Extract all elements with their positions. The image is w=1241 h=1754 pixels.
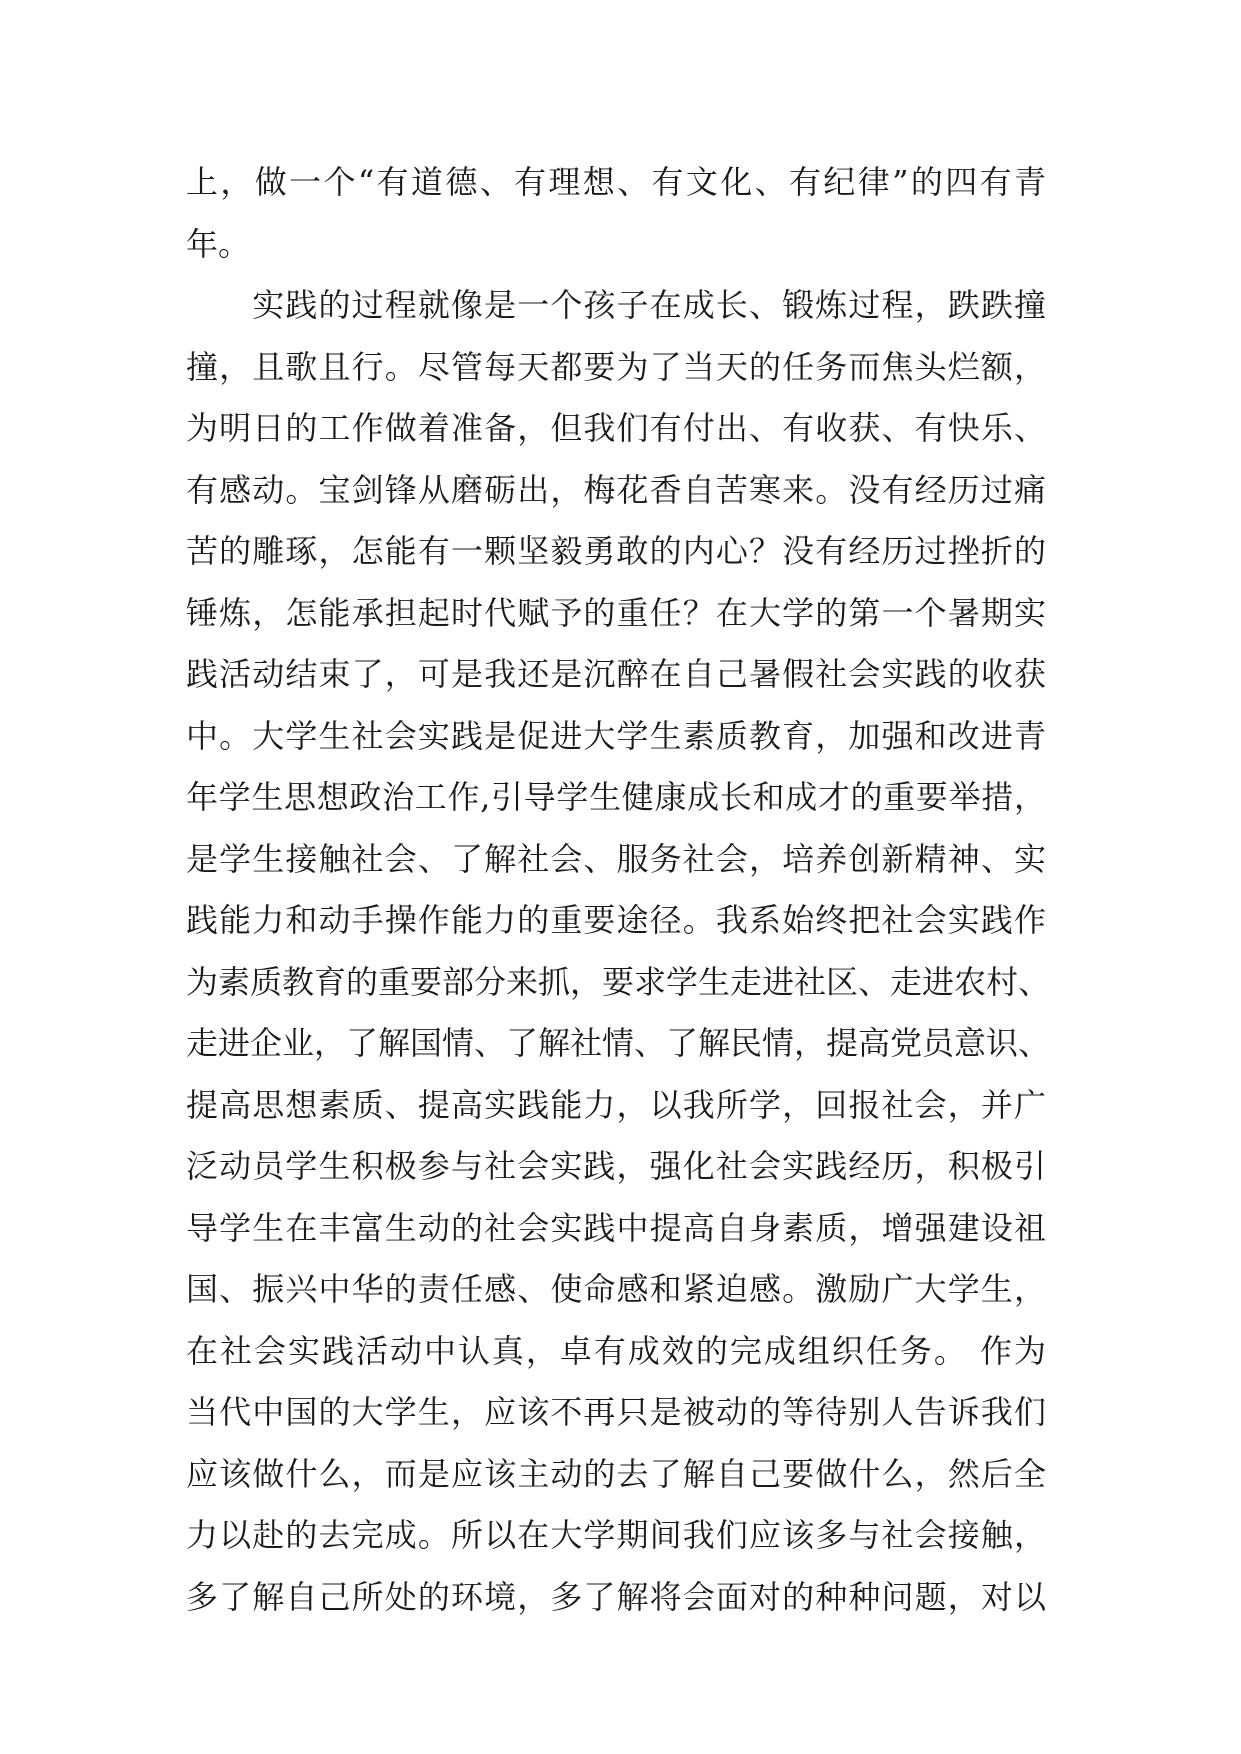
text-line: 走进企业，了解国情、了解社情、了解民情，提高党员意识、 <box>186 1024 1051 1062</box>
text-line: 年学生思想政治工作,引导学生健康成长和成才的重要举措， <box>186 778 1046 816</box>
text-line: 为明日的工作做着准备，但我们有付出、有收获、有快乐、 <box>186 409 1046 447</box>
text-line: 为素质教育的重要部分来抓，要求学生走进社区、走进农村、 <box>186 962 1051 1001</box>
text-line: 苦的雕琢，怎能有一颗坚毅勇敢的内心？没有经历过挫折的 <box>186 532 1046 570</box>
text-line: 泛动员学生积极参与社会实践，强化社会实践经历，积极引 <box>186 1147 1046 1185</box>
text-line: 国、振兴中华的责任感、使命感和紧迫感。激励广大学生， <box>186 1270 1046 1308</box>
text-line: 践能力和动手操作能力的重要途径。我系始终把社会实践作 <box>186 901 1046 939</box>
text-line: 有感动。宝剑锋从磨砺出，梅花香自苦寒来。没有经历过痛 <box>186 470 1046 509</box>
text-line: 当代中国的大学生，应该不再只是被动的等待别人告诉我们 <box>186 1393 1046 1431</box>
text-line: 锤炼，怎能承担起时代赋予的重任？在大学的第一个暑期实 <box>186 593 1046 632</box>
text-line: 在社会实践活动中认真，卓有成效的完成组织任务。 作为 <box>186 1331 1046 1370</box>
text-line: 是学生接触社会、了解社会、服务社会，培养创新精神、实 <box>186 839 1046 878</box>
text-line: 上，做一个“有道德、有理想、有文化、有纪律”的四有青 <box>186 163 1046 201</box>
text-line: 中。大学生社会实践是促进大学生素质教育，加强和改进青 <box>186 716 1046 755</box>
text-line: 年。 <box>186 224 251 263</box>
text-line: 多了解自己所处的环境，多了解将会面对的种种问题，对以 <box>186 1577 1046 1616</box>
text-line: 践活动结束了，可是我还是沉醉在自己暑假社会实践的收获 <box>186 655 1046 693</box>
text-line: 力以赴的去完成。所以在大学期间我们应该多与社会接触， <box>186 1516 1046 1554</box>
text-line: 撞，且歌且行。尽管每天都要为了当天的任务而焦头烂额， <box>186 347 1046 386</box>
body-text <box>186 152 1051 1628</box>
text-line: 实践的过程就像是一个孩子在成长、锻炼过程，跌跌撞 <box>186 286 1046 324</box>
text-line: 导学生在丰富生动的社会实践中提高自身素质，增强建设祖 <box>186 1208 1046 1247</box>
text-line: 提高思想素质、提高实践能力，以我所学，回报社会，并广 <box>186 1085 1046 1124</box>
text-line: 应该做什么，而是应该主动的去了解自己要做什么，然后全 <box>186 1454 1046 1493</box>
